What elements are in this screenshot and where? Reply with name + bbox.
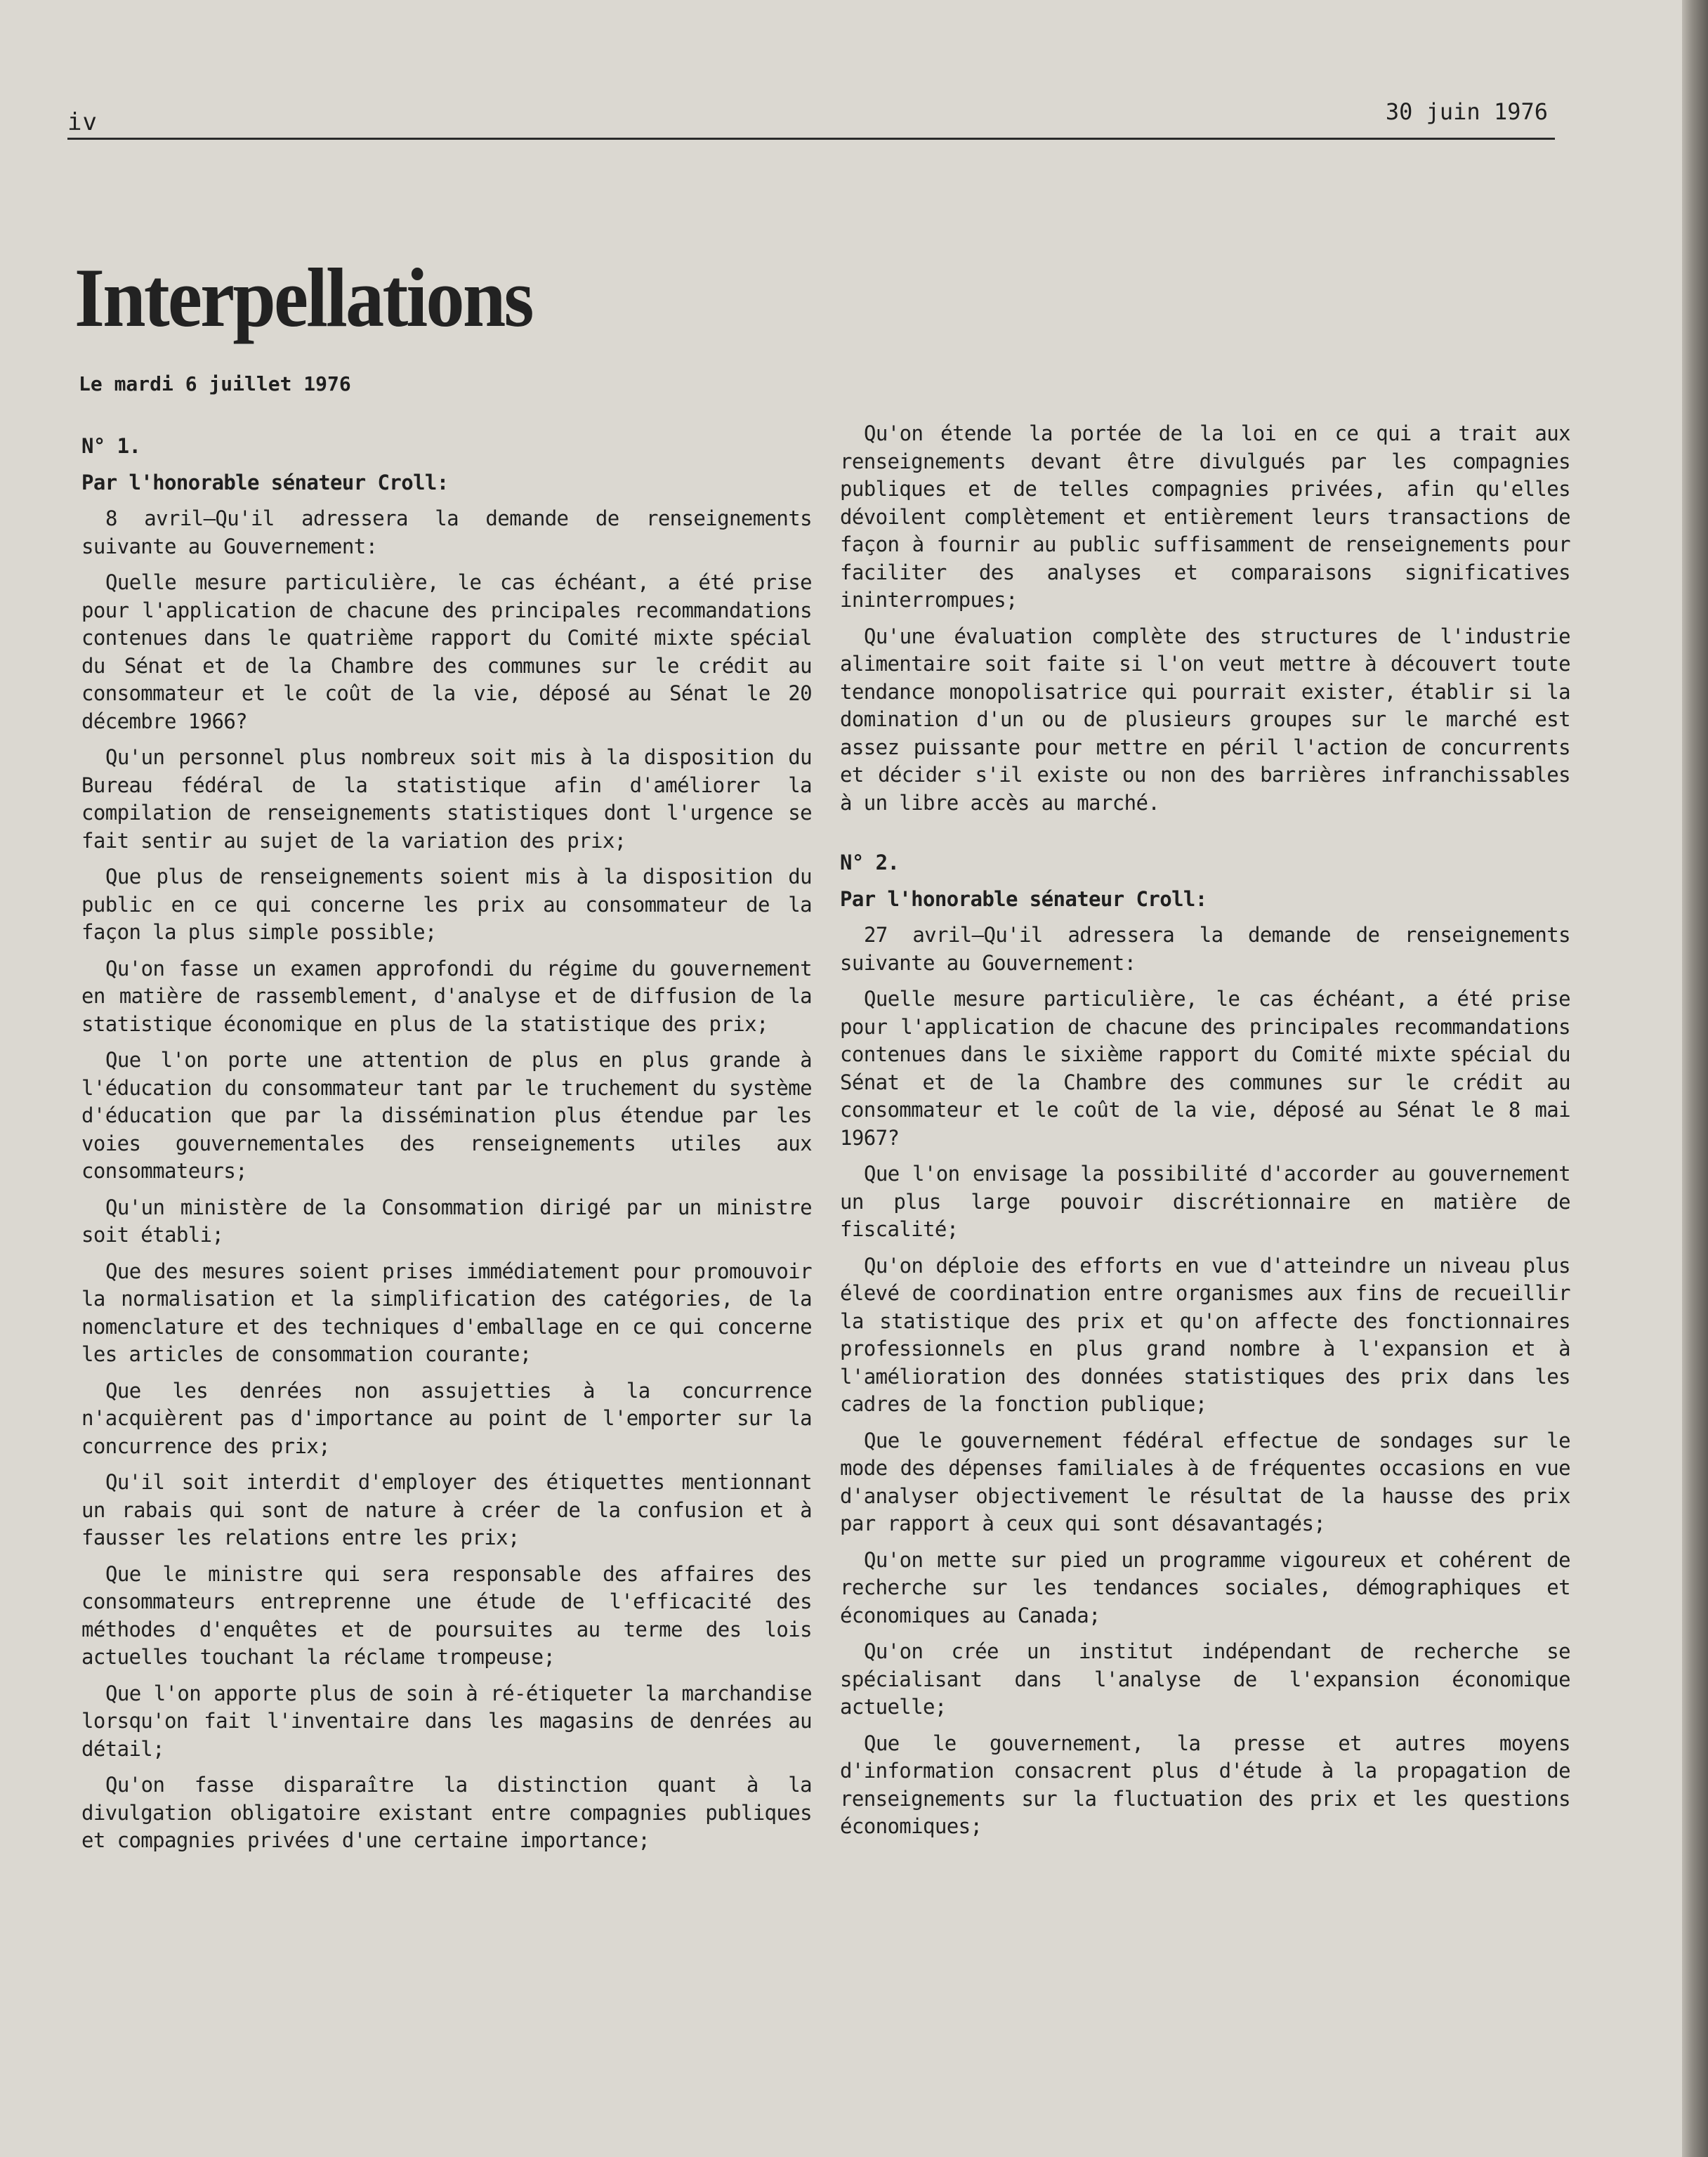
paragraph: Qu'on fasse un examen approfondi du régime du gouvernement en matière de rassemblement, d'analyse et de diffusion de la statistique économique en plus de la statistique des prix;	[81, 956, 812, 1036]
page-title: Interpellations	[74, 251, 532, 344]
paragraph: Qu'on fasse disparaître la distinction quant à la divulgation obligatoire existant entre compagnies publiques et compagnies privées d'une certaine importance;	[81, 1773, 812, 1852]
paragraph: 8 avril—Qu'il adressera la demande de renseignements suivante au Gouvernement:	[81, 506, 812, 558]
paragraph: Que le ministre qui sera responsable des affaires des consommateurs entreprenne une étude de l'efficacité des méthodes d'enquêtes et de poursuites au terme des lois actuelles touchant la réclame trompeuse;	[81, 1561, 812, 1669]
paragraph: Qu'un personnel plus nombreux soit mis à la disposition du Bureau fédéral de la statistique afin d'améliorer la compilation de renseignements statistiques dont l'urgence se fait sentir au sujet de la variation des prix;	[81, 745, 812, 853]
paragraph: Quelle mesure particulière, le cas échéant, a été prise pour l'application de chacune des principales recommandations contenues dans le quatrième rapport du Comité mixte spécial du Sénat et de la Chambre des communes sur le crédit au consommateur et le coût de la vie, déposé au Sénat le 20 décembre 1966?	[81, 570, 812, 733]
paragraph: Que l'on envisage la possibilité d'accorder au gouvernement un plus large pouvoir discrétionnaire en matière de fiscalité;	[840, 1162, 1570, 1241]
paragraph: Qu'une évaluation complète des structures de l'industrie alimentaire soit faite si l'on veut mettre à découvert toute tendance monopolisatrice qui pourrait exister, établir si la domination d'un ou de plusieurs groupes sur le marché est assez puissante pour mettre en péril l'action de concurrents et décider s'il existe ou non des barrières infranchissables à un libre accès au marché.	[840, 624, 1570, 815]
paragraph: Que des mesures soient prises immédiatement pour promouvoir la normalisation et la simplification des catégories, de la nomenclature et des techniques d'emballage en ce qui concerne les articles de consommation courante;	[81, 1259, 812, 1366]
header-date: 30 juin 1976	[1385, 98, 1548, 125]
paragraph: 27 avril—Qu'il adressera la demande de renseignements suivante au Gouvernement:	[840, 923, 1570, 975]
paragraph: Que plus de renseignements soient mis à la disposition du public en ce qui concerne les prix au consommateur de la façon la plus simple possible;	[81, 865, 812, 944]
page-number: iv	[67, 108, 98, 136]
paragraph: Qu'il soit interdit d'employer des étiquettes mentionnant un rabais qui sont de nature à créer de la confusion et à fausser les relations entre les prix;	[81, 1470, 812, 1549]
paragraph: Qu'on étende la portée de la loi en ce qui a trait aux renseignements devant être divulgués par les compagnies publiques et de telles compagnies privées, afin qu'elles dévoilent complètement et entièrement leurs transactions de façon à fournir au public suffisamment de renseignements pour faciliter des analyses et comparaisons significatives ininterrompues;	[840, 421, 1570, 612]
section-gap	[840, 825, 1570, 849]
paragraph: Qu'un ministère de la Consommation dirigé par un ministre soit établi;	[81, 1195, 812, 1247]
running-head	[67, 98, 1555, 140]
paragraph: Que l'on apporte plus de soin à ré-étiqueter la marchandise lorsqu'on fait l'inventaire dans les magasins de denrées au détail;	[81, 1681, 812, 1761]
left-column	[81, 433, 812, 1863]
paragraph: Que le gouvernement fédéral effectue de sondages sur le mode des dépenses familiales à de fréquentes occasions en vue d'analyser objectivement le résultat de la hausse des prix par rapport à ceux qui sont désavantagés;	[840, 1428, 1570, 1535]
paragraph: Qu'on mette sur pied un programme vigoureux et cohérent de recherche sur les tendances sociales, démographiques et économiques au Canada;	[840, 1547, 1570, 1627]
paragraph: Quelle mesure particulière, le cas échéant, a été prise pour l'application de chacune des principales recommandations contenues dans le sixième rapport du Comité mixte spécial du Sénat et de la Chambre des communes sur le crédit au consommateur et le coût de la vie, déposé au Sénat le 8 mai 1967?	[840, 987, 1570, 1150]
date-line: Le mardi 6 juillet 1976	[79, 372, 351, 395]
item-number: N° 1.	[81, 434, 141, 458]
item-author: Par l'honorable sénateur Croll:	[81, 470, 449, 494]
paragraph: Qu'on déploie des efforts en vue d'atteindre un niveau plus élevé de coordination entre organismes aux fins de recueillir la statistique des prix et qu'on affecte des fonctionnaires professionnels en plus grand nombre à l'expansion et à l'amélioration des données statistiques des prix dans les cadres de la fonction publique;	[840, 1253, 1570, 1416]
paragraph: Qu'on crée un institut indépendant de recherche se spécialisant dans l'analyse de l'expansion économique actuelle;	[840, 1639, 1570, 1719]
page-edge	[1682, 0, 1708, 2157]
item-number: N° 2.	[840, 851, 900, 874]
paragraph: Que les denrées non assujetties à la concurrence n'acquièrent pas d'importance au point de l'emporter sur la concurrence des prix;	[81, 1378, 812, 1458]
right-column	[840, 420, 1570, 1849]
paragraph: Que l'on porte une attention de plus en plus grande à l'éducation du consommateur tant par le truchement du système d'éducation que par la dissémination plus étendue par les voies gouvernementales des renseignements utiles aux consommateurs;	[81, 1048, 812, 1183]
paragraph: Que le gouvernement, la presse et autres moyens d'information consacrent plus d'étude à la propagation de renseignements sur la fluctuation des prix et les questions économiques;	[840, 1731, 1570, 1838]
item-author: Par l'honorable sénateur Croll:	[840, 886, 1207, 911]
